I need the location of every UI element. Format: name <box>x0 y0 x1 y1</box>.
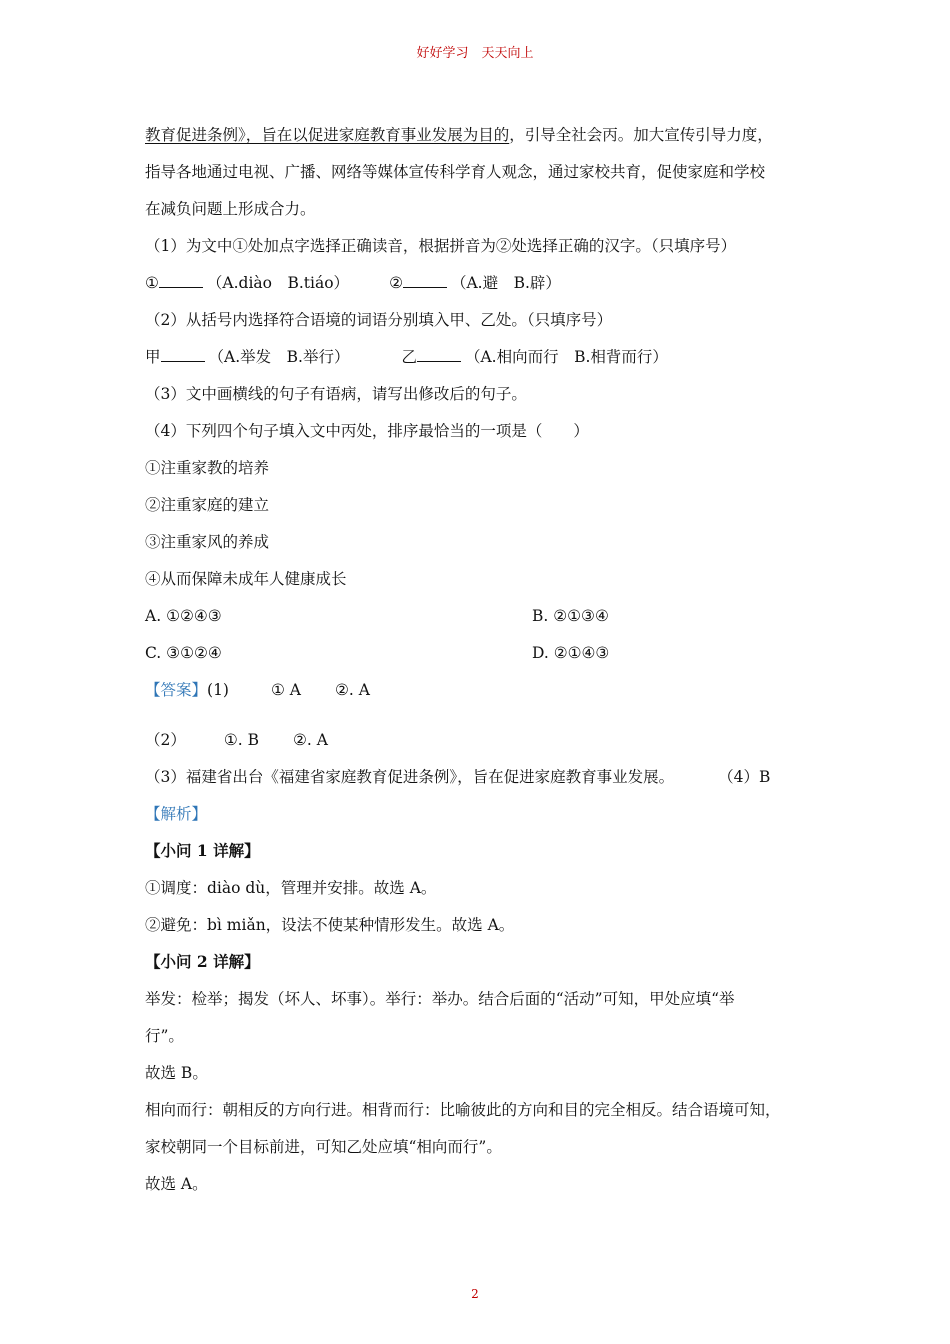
question-4-item-2: ②注重家庭的建立 <box>145 496 270 514</box>
question-3-stem: （3）文中画横线的句子有语病，请写出修改后的句子。 <box>145 385 527 403</box>
sub-question-1-title: 【小问 1 详解】 <box>145 841 260 860</box>
answer-row-1: 【答案】(1) ① A ②. A <box>145 681 370 699</box>
answer-row-2: （2） ①. B ②. A <box>145 731 328 749</box>
question-4-item-3: ③注重家风的养成 <box>145 533 270 551</box>
answer-blank <box>161 345 205 362</box>
analysis-line: ①调度：diào dù，管理并安排。故选 A。 <box>145 879 437 897</box>
analysis-line: ②避免：bì miǎn，设法不使某种情形发生。故选 A。 <box>145 916 515 934</box>
question-1-choices: ① （A.diào B.tiáo） ② （A.避 B.辟） <box>145 270 810 307</box>
analysis-line: 家校朝同一个目标前进，可知乙处应填“相向而行”。 <box>145 1138 502 1156</box>
question-2-choices: 甲 （A.举发 B.举行） 乙 （A.相向而行 B.相背而行） <box>145 344 810 381</box>
question-4-item-4: ④从而保障未成年人健康成长 <box>145 570 347 588</box>
answer-blank <box>403 271 447 288</box>
analysis-line: 行”。 <box>145 1027 184 1045</box>
passage-line-3: 在减负问题上形成合力。 <box>145 200 316 218</box>
option-b: B. ②①③④ <box>532 607 609 625</box>
analysis-line: 故选 A。 <box>145 1175 208 1193</box>
question-4-stem: （4）下列四个句子填入文中丙处，排序最恰当的一项是（ ） <box>145 422 589 440</box>
sub-question-2-title: 【小问 2 详解】 <box>145 952 260 971</box>
question-4-item-1: ①注重家教的培养 <box>145 459 270 477</box>
passage-line-2: 指导各地通过电视、广播、网络等媒体宣传科学育人观念，通过家校共育，促使家庭和学校 <box>145 163 766 181</box>
page-header: 好好学习 天天向上 <box>416 46 534 61</box>
analysis-line: 相向而行：朝相反的方向行进。相背而行：比喻彼此的方向和目的完全相反。结合语境可知， <box>145 1101 781 1119</box>
answer-row-3: （3）福建省出台《福建省家庭教育促进条例》，旨在促进家庭教育事业发展。 （4）B <box>145 768 771 786</box>
analysis-line: 举发：检举；揭发（坏人、坏事）。举行：举办。结合后面的“活动”可知，甲处应填“举 <box>145 990 735 1008</box>
options-row-1 <box>145 603 810 640</box>
question-1-stem: （1）为文中①处加点字选择正确读音，根据拼音为②处选择正确的汉字。（只填序号） <box>145 237 737 255</box>
question-2-stem: （2）从括号内选择符合语境的词语分别填入甲、乙处。（只填序号） <box>145 311 613 329</box>
document-body <box>145 122 810 1208</box>
option-d: D. ②①④③ <box>532 644 610 662</box>
option-a: A. ①②④③ <box>145 607 222 625</box>
answer-blank <box>417 345 461 362</box>
answer-tag: 【答案】 <box>145 681 208 699</box>
options-row-2 <box>145 640 810 677</box>
analysis-tag: 【解析】 <box>145 805 208 823</box>
option-c: C. ③①②④ <box>145 644 222 662</box>
passage-line-1: 教育促进条例》，旨在以促进家庭教育事业发展为目的，引导全社会丙。加大宣传引导力度， <box>145 126 773 144</box>
answer-blank <box>159 271 203 288</box>
page-number: 2 <box>471 1287 479 1301</box>
analysis-line: 故选 B。 <box>145 1064 208 1082</box>
underlined-sentence: 教育促进条例》，旨在以促进家庭教育事业发展为目的 <box>145 126 510 144</box>
